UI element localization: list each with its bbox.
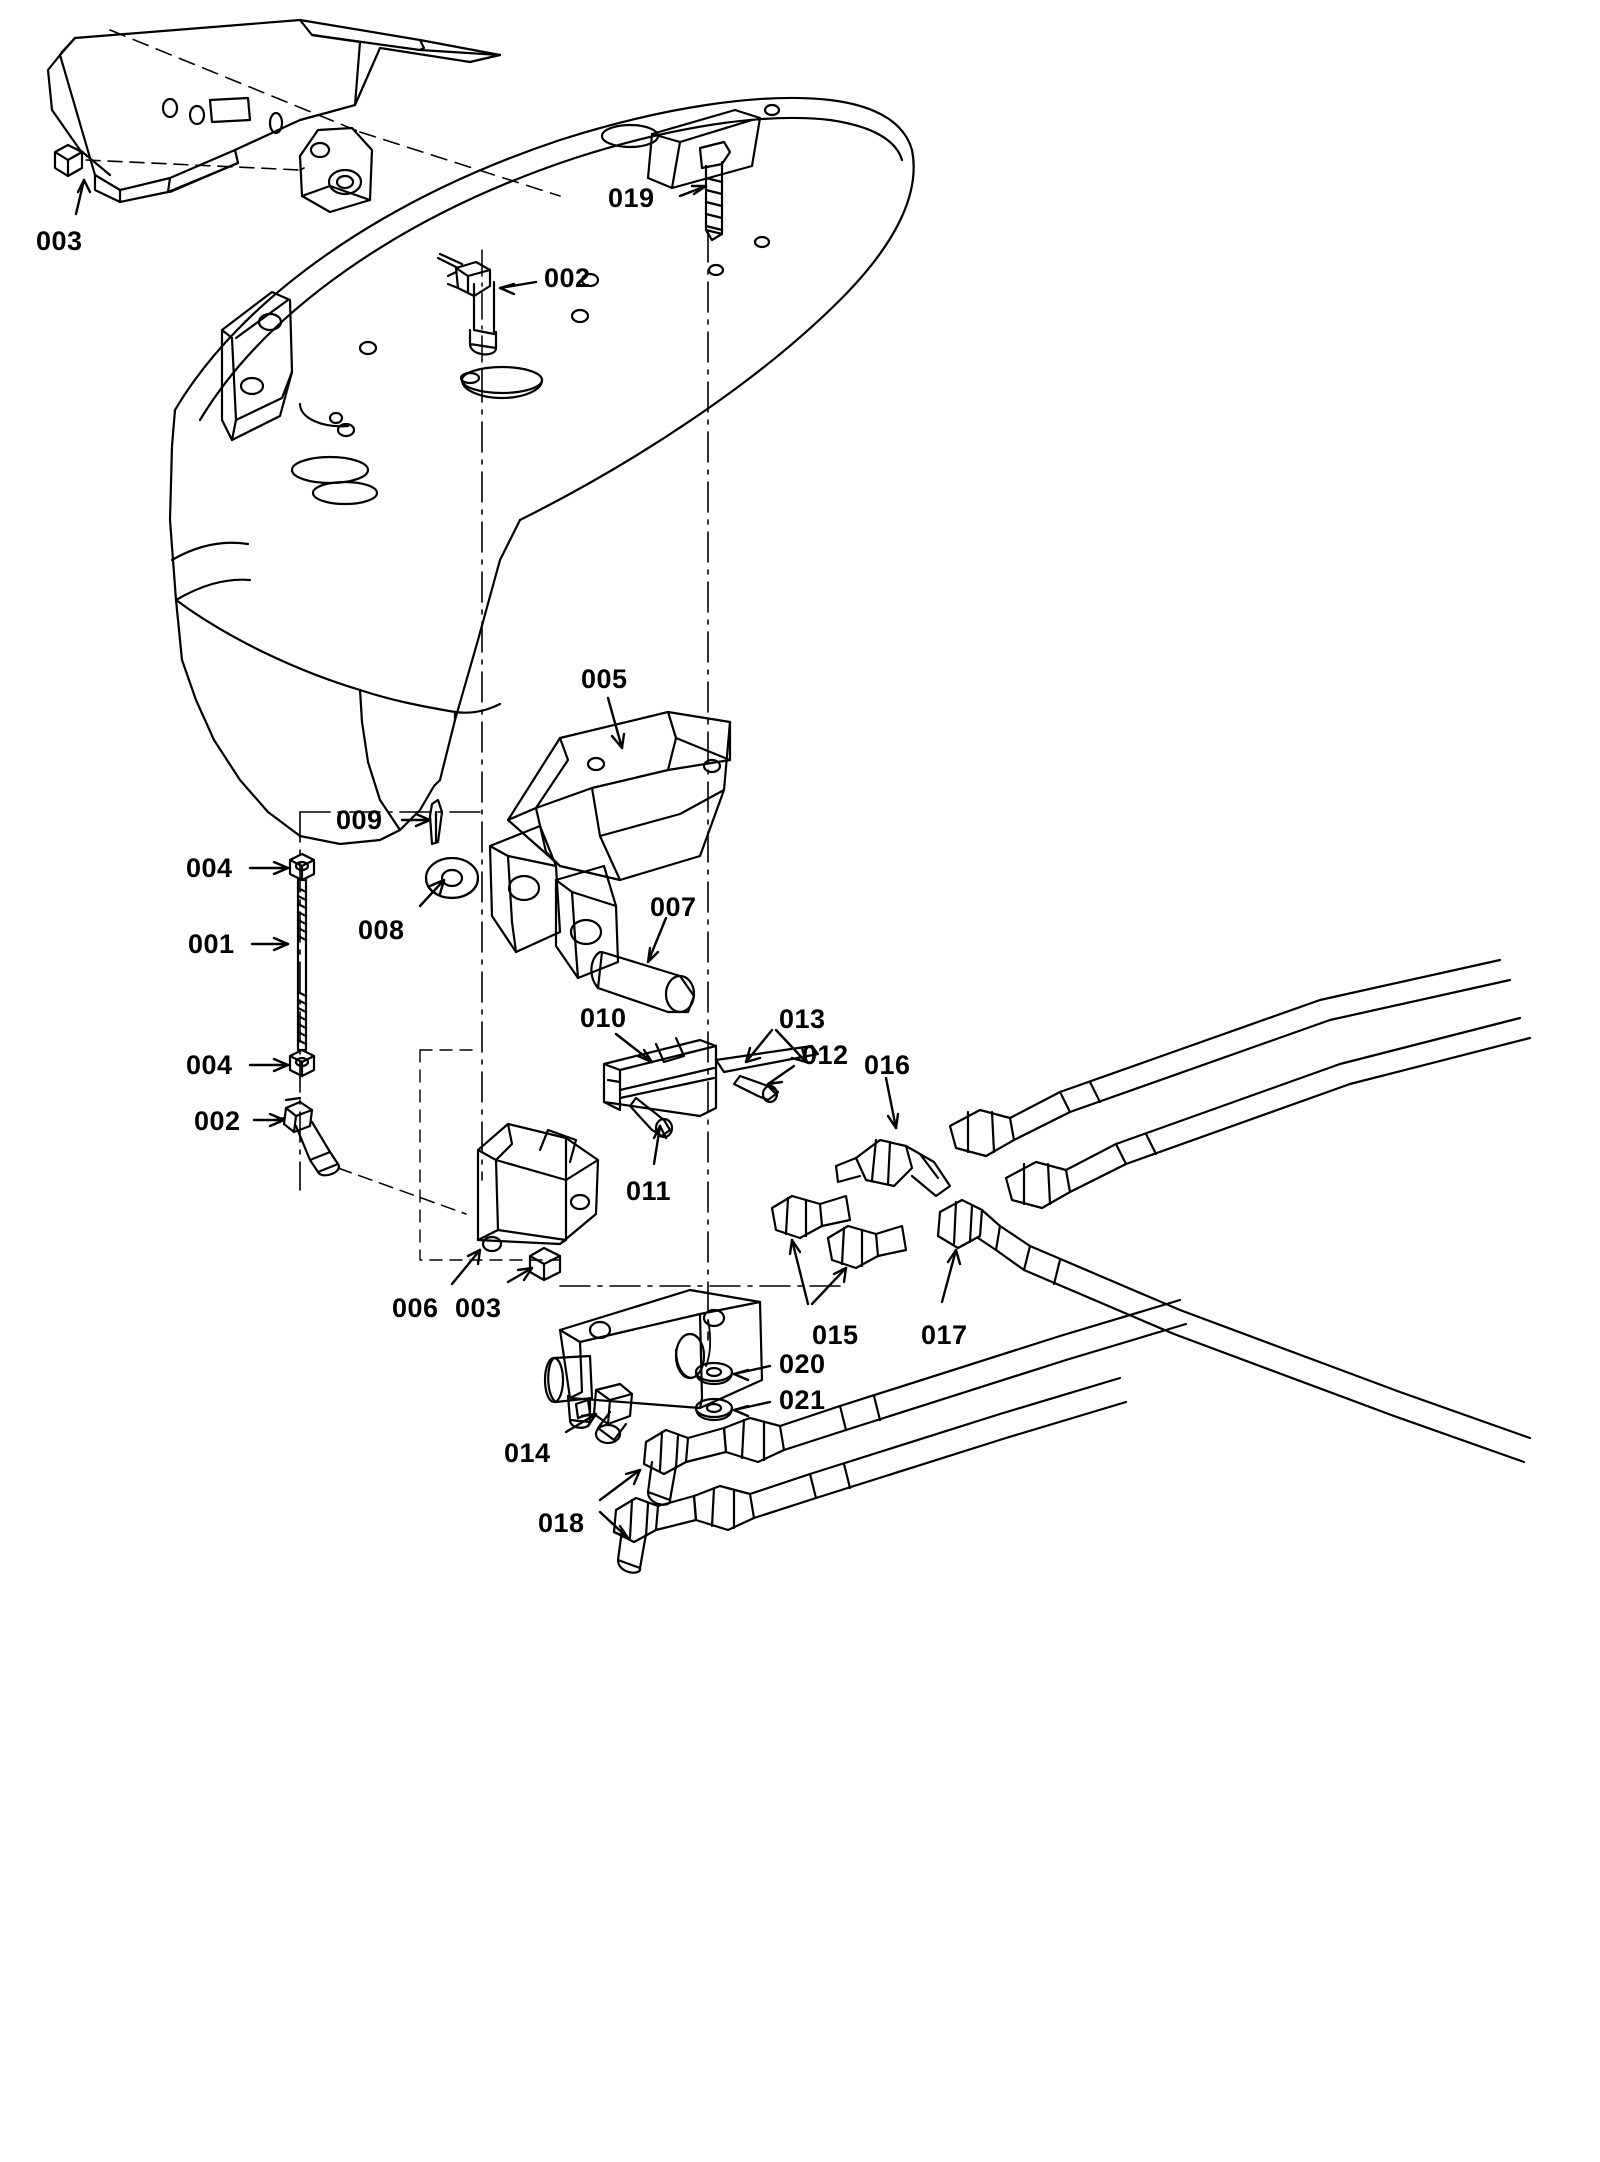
callout-020: 020 bbox=[779, 1349, 826, 1379]
callout-004-upper: 004 bbox=[186, 853, 233, 883]
callout-014: 014 bbox=[504, 1438, 551, 1468]
callout-018: 018 bbox=[538, 1508, 585, 1538]
callout-011: 011 bbox=[626, 1176, 672, 1206]
callout-019: 019 bbox=[608, 183, 655, 213]
callout-010: 010 bbox=[580, 1003, 627, 1033]
callout-003-top: 003 bbox=[36, 226, 83, 256]
callout-009: 009 bbox=[336, 805, 383, 835]
callout-004-lower: 004 bbox=[186, 1050, 233, 1080]
callout-002-lower: 002 bbox=[194, 1106, 241, 1136]
callout-005: 005 bbox=[581, 664, 628, 694]
callout-016: 016 bbox=[864, 1050, 911, 1080]
callout-012: 012 bbox=[802, 1040, 849, 1070]
callout-007: 007 bbox=[650, 892, 697, 922]
callout-006: 006 bbox=[392, 1293, 439, 1323]
callout-003-lower: 003 bbox=[455, 1293, 502, 1323]
callout-008: 008 bbox=[358, 915, 405, 945]
callout-001: 001 bbox=[188, 929, 235, 959]
callout-013: 013 bbox=[779, 1004, 826, 1034]
callout-017: 017 bbox=[921, 1320, 968, 1350]
callout-002-top: 002 bbox=[544, 263, 591, 293]
callout-015: 015 bbox=[812, 1320, 859, 1350]
callout-021: 021 bbox=[779, 1385, 826, 1415]
